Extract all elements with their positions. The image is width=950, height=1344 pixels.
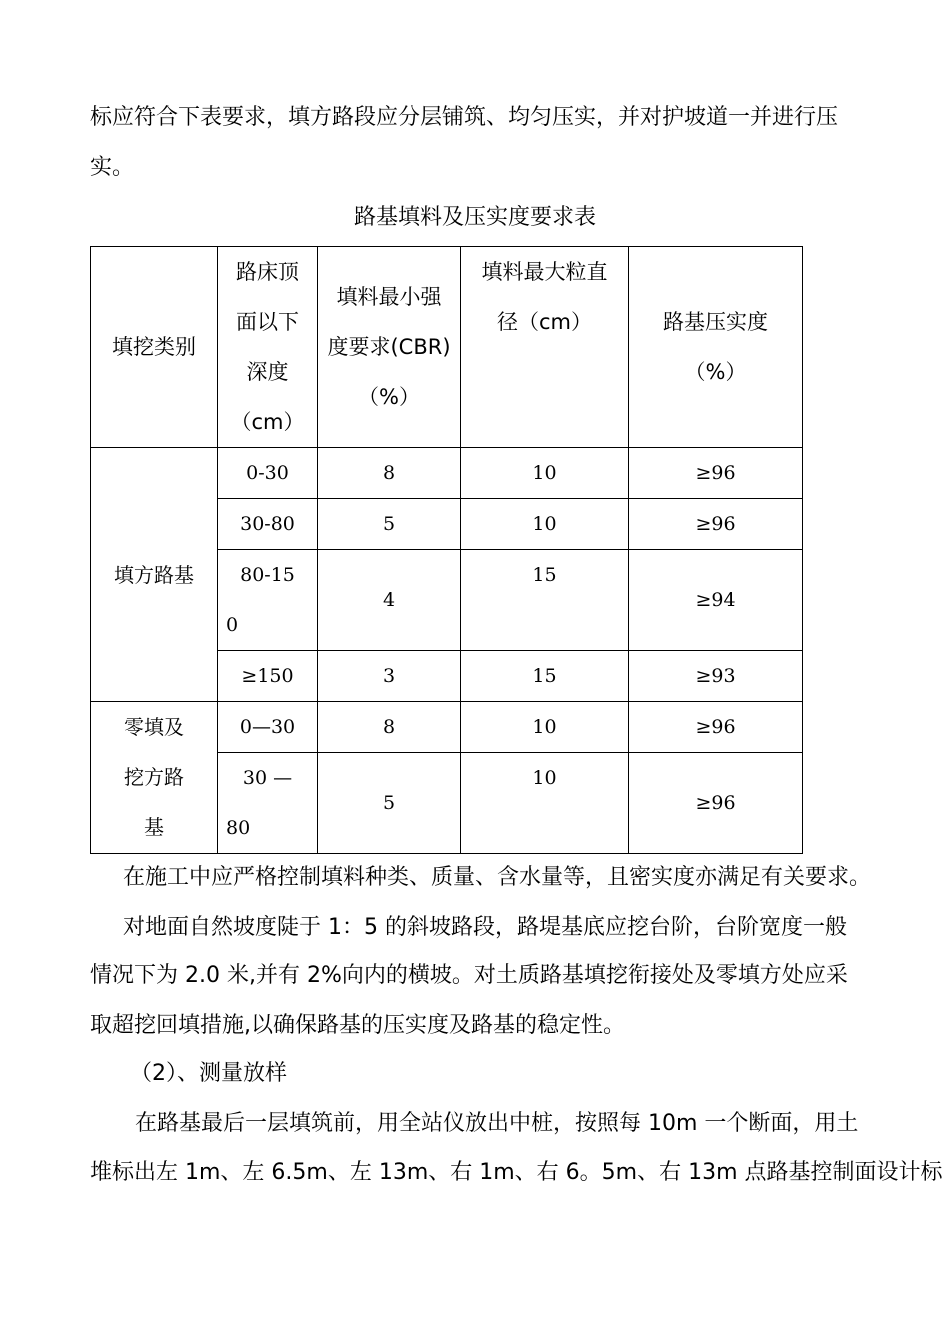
header-cbr — [318, 247, 461, 448]
cell-depth: 30-80 — [218, 499, 318, 550]
header-category-text: 填挖类别 — [112, 335, 196, 359]
group-fill-label: 填方路基 — [114, 562, 194, 587]
section-heading: （2）、测量放样 — [130, 1061, 287, 1086]
paragraph-intro-line2: 实。 — [90, 155, 135, 180]
table-header-row — [91, 247, 803, 448]
cell-compaction: ≥96 — [629, 702, 803, 753]
cell-compaction: ≥96 — [629, 448, 803, 499]
cell-compaction: ≥94 — [629, 550, 803, 651]
header-depth — [218, 247, 318, 448]
header-compaction — [629, 247, 803, 448]
cell-depth: 0-30 — [218, 448, 318, 499]
header-size-line1: 填料最大粒直 — [481, 260, 608, 284]
cell-size: 15 — [461, 550, 629, 651]
group-zero-line3: 基 — [144, 815, 164, 839]
header-category — [91, 247, 218, 448]
header-cbr-line2: 度要求(CBR) — [327, 335, 451, 359]
cell-size: 15 — [461, 651, 629, 702]
paragraph-slope-line1: 对地面自然坡度陡于 1：5 的斜坡路段，路堤基底应挖台阶，台阶宽度一般 — [123, 915, 847, 940]
group-zero-line1: 零填及 — [124, 715, 184, 739]
cell-compaction: ≥93 — [629, 651, 803, 702]
cell-depth — [218, 753, 318, 854]
cell-size: 10 — [461, 753, 629, 854]
header-size-line2: 径（cm） — [496, 310, 592, 334]
group-zero-fill — [91, 702, 218, 854]
cell-cbr: 8 — [318, 702, 461, 753]
cell-compaction: ≥96 — [629, 753, 803, 854]
paragraph-intro-line1: 标应符合下表要求，填方路段应分层铺筑、均匀压实，并对护坡道一并进行压 — [90, 105, 839, 130]
cell-size: 10 — [461, 702, 629, 753]
header-cbr-line1: 填料最小强 — [336, 285, 442, 309]
cell-depth-line1: 80-15 — [240, 564, 295, 586]
cell-depth — [218, 550, 318, 651]
paragraph-slope-line2: 情况下为 2.0 米,并有 2%向内的横坡。对土质路基填挖衔接处及零填方处应采 — [90, 963, 848, 988]
group-fill — [91, 448, 218, 702]
paragraph-survey-line2: 堆标出左 1m、左 6.5m、左 13m、右 1m、右 6。5m、右 13m 点路基控制面设计标 — [90, 1160, 943, 1185]
cell-cbr: 4 — [318, 550, 461, 651]
table-title: 路基填料及压实度要求表 — [353, 205, 596, 230]
cell-cbr: 5 — [318, 499, 461, 550]
cell-compaction: ≥96 — [629, 499, 803, 550]
cell-depth-line2: 0 — [226, 614, 239, 636]
cell-cbr: 3 — [318, 651, 461, 702]
cell-size: 10 — [461, 448, 629, 499]
paragraph-control: 在施工中应严格控制填料种类、质量、含水量等，且密实度亦满足有关要求。 — [123, 865, 872, 890]
header-max-size — [461, 247, 629, 448]
paragraph-survey-line1: 在路基最后一层填筑前，用全站仪放出中桩，按照每 10m 一个断面，用土 — [135, 1111, 859, 1136]
header-compact-line2: （%） — [684, 360, 747, 384]
cell-cbr: 5 — [318, 753, 461, 854]
header-compact-line1: 路基压实度 — [663, 310, 768, 334]
header-cbr-line3: （%） — [358, 385, 420, 409]
table-row — [91, 702, 803, 753]
cell-cbr: 8 — [318, 448, 461, 499]
header-depth-line3: 深度 — [246, 360, 289, 384]
cell-depth-line1: 30 — — [242, 767, 293, 789]
cell-depth: 0—30 — [218, 702, 318, 753]
compaction-requirements-table — [90, 246, 803, 854]
group-zero-line2: 挖方路 — [124, 765, 184, 789]
cell-depth: ≥150 — [218, 651, 318, 702]
cell-depth-line2: 80 — [226, 817, 251, 839]
table-row — [91, 448, 803, 499]
header-depth-line2: 面以下 — [236, 310, 299, 334]
cell-size: 10 — [461, 499, 629, 550]
paragraph-slope-line3: 取超挖回填措施,以确保路基的压实度及路基的稳定性。 — [90, 1013, 625, 1038]
header-depth-line1: 路床顶 — [236, 260, 299, 284]
header-depth-line4: （cm） — [230, 410, 305, 434]
